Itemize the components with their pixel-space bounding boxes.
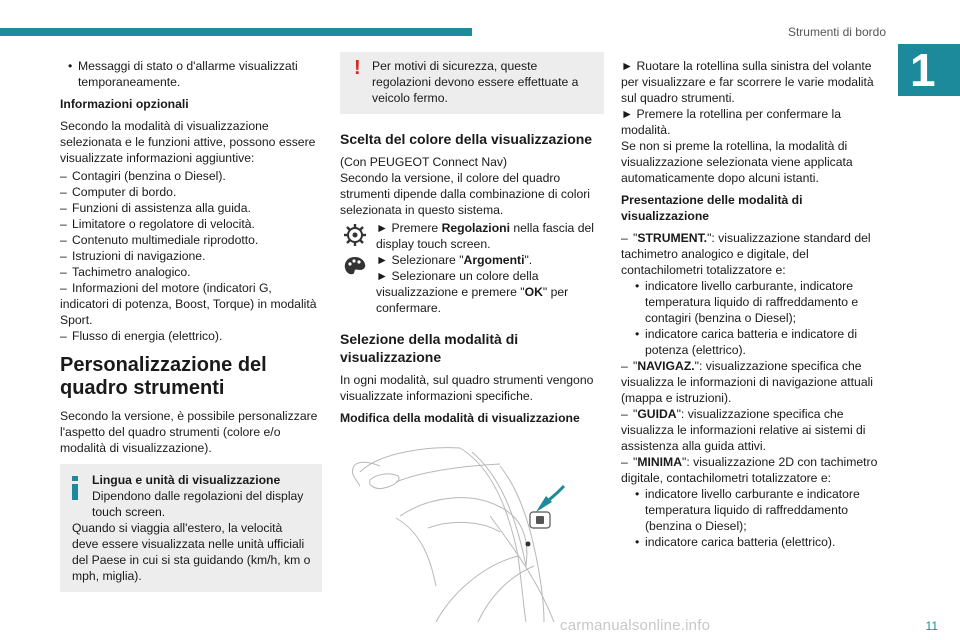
info-text: Dipendono dalle regolazioni del display touch screen. [92,489,304,519]
list-item: • indicatore livello carburante, indicatore temperatura liquido di raffreddamento e contagiri (benzina o Diesel); [635,279,859,325]
steering-wheel-illustration [340,446,604,622]
warning-icon: ! [354,57,361,79]
section-heading-customization: Personalizzazione del quadro strumenti [60,354,267,399]
info-box [60,464,322,592]
list-item: • Messaggi di stato o d'allarme visualizzati temporaneamente. [68,59,298,89]
mode-guida: – "GUIDA": visualizzazione specifica che visualizza le informazioni relative ai sistemi di assistenza alla guida attivi. [621,407,866,453]
paragraph: Se non si preme la rotellina, la modalità di visualizzazione selezionata viene applicata automaticamente dopo alcuni istanti. [621,139,853,185]
watermark: carmanualsonline.info [560,617,711,634]
paragraph: ► Premere la rotellina per confermare la modalità. [621,107,842,137]
section-heading-mode: Selezione della modalità di visualizzazione [340,331,519,365]
list-item: – Istruzioni di navigazione. [60,249,206,263]
page-number: 11 [925,619,938,633]
subheading-change-mode: Modifica della modalità di visualizzazione [340,411,580,425]
mode-navigaz: – "NAVIGAZ.": visualizzazione specifica che visualizza le informazioni di navigazione attuali (mappa e istruzioni). [621,359,874,405]
warning-box [340,52,604,114]
list-item: – Informazioni del motore (indicatori G, indicatori di potenza, Boost, Torque) in modalità Sport. [60,281,317,327]
paragraph: Secondo la modalità di visualizzazione selezionata e le funzioni attive, possono essere visualizzate informazioni aggiuntive: [60,119,316,165]
mode-strument: – "STRUMENT.": visualizzazione standard del tachimetro analogico e digitale, del contachilometri totalizzatore e: [621,231,871,277]
chapter-tab: 1 [898,44,960,96]
paragraph: Secondo la versione, il colore del quadro strumenti dipende dalla combinazione di colori selezionata in questo sistema. [340,171,590,217]
header-accent-bar [0,28,472,36]
section-heading-color: Scelta del colore della visualizzazione [340,131,593,147]
step-settings: ► Premere Regolazioni nella fascia del display touch screen. [340,220,604,252]
list-item: • indicatore livello carburante e indicatore temperatura liquido di raffreddamento (benzina o Diesel); [635,487,860,533]
palette-icon [342,254,368,280]
step-themes: ► Selezionare "Argomenti". [340,252,604,268]
subheading-mode-presentation: Presentazione delle modalità di visualizzazione [621,193,803,223]
list-item: – Contenuto multimediale riprodotto. [60,233,259,247]
list-item: • indicatore carica batteria (elettrico). [635,535,836,549]
subheading-optional-info: Informazioni opzionali [60,97,189,111]
list-item: – Flusso di energia (elettrico). [60,329,223,343]
paragraph: Secondo la versione, è possibile personalizzare l'aspetto del quadro strumenti (colore e/o modalità di visualizzazione). [60,409,318,455]
list-item: – Contagiri (benzina o Diesel). [60,169,226,183]
warning-text: Per motivi di sicurezza, queste regolazioni devono essere effettuate a veicolo fermo. [372,59,579,105]
info-text: Quando si viaggia all'estero, la velocità deve essere visualizzata nelle unità ufficiali del Paese in cui si sta guidando (km/h, km o mph, miglia). [72,521,311,583]
running-header: Strumenti di bordo [787,25,886,39]
paragraph: ► Ruotare la rotellina sulla sinistra del volante per visualizzare e far scorrere le varie modalità sul quadro strumenti. [621,59,874,105]
column-1 [60,58,322,592]
column-3 [621,58,883,550]
optional-info-list [60,168,322,344]
paragraph: (Con PEUGEOT Connect Nav) [340,155,508,169]
info-title: Lingua e unità di visualizzazione [92,473,281,487]
list-item: – Funzioni di assistenza alla guida. [60,201,251,215]
gear-icon [342,222,368,248]
list-item: – Computer di bordo. [60,185,177,199]
info-icon [70,476,80,500]
step-choose-color: ► Selezionare un colore della visualizzazione e premere "OK" per confermare. [376,269,569,315]
mode-minima: – "MINIMA": visualizzazione 2D con tachimetro digitale, contachilometri totalizzatore e: [621,455,878,485]
paragraph: In ogni modalità, sul quadro strumenti vengono visualizzate informazioni specifiche. [340,373,594,403]
list-item: – Tachimetro analogico. [60,265,191,279]
column-2 [340,58,604,626]
list-item: – Limitatore o regolatore di velocità. [60,217,255,231]
list-item: • indicatore carica batteria e indicatore di potenza (elettrico). [635,327,858,357]
